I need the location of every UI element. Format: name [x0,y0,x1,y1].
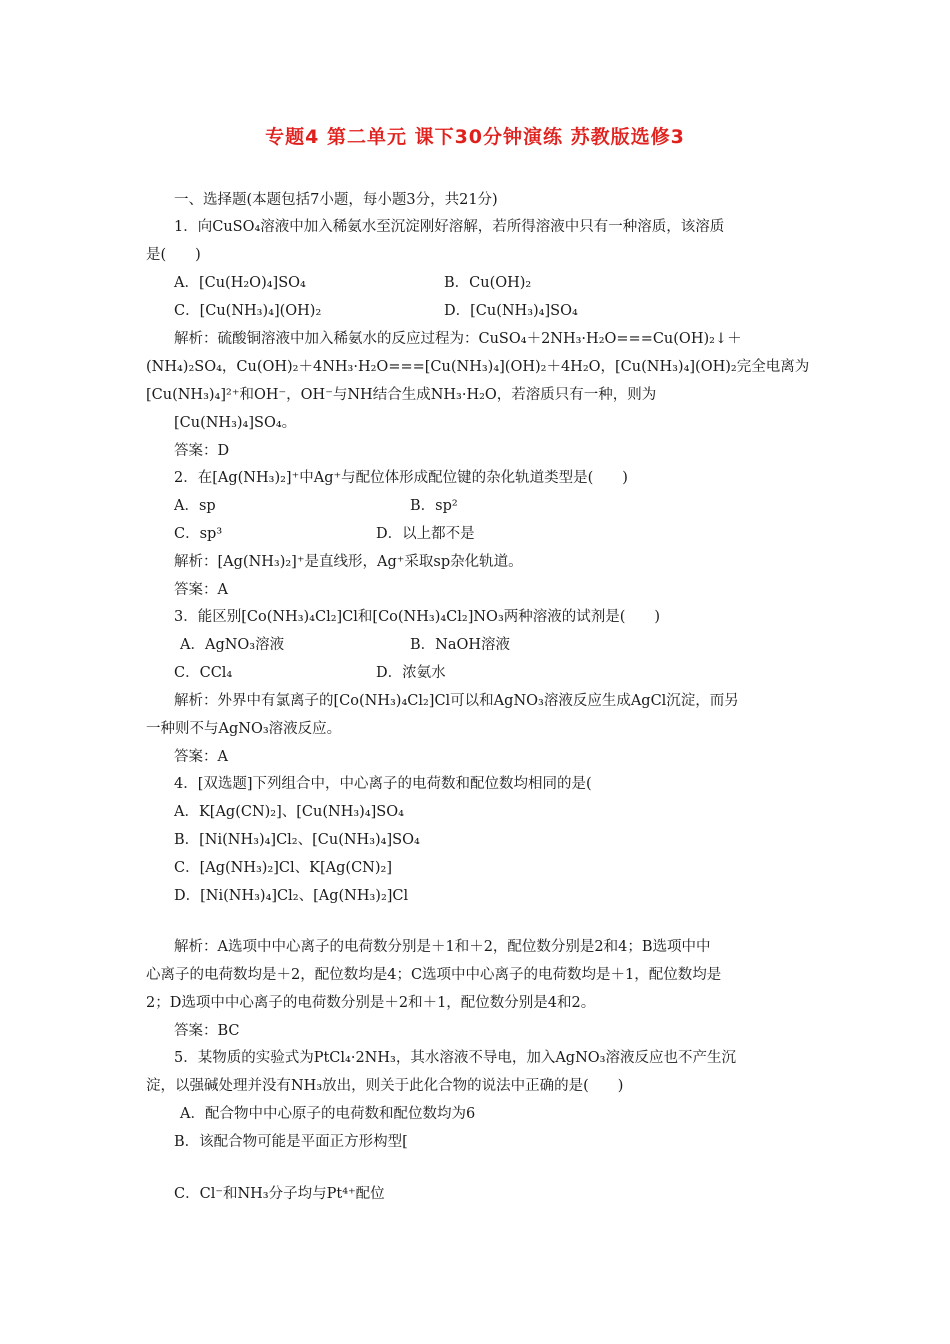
q2-option-a: A．sp [174,498,216,514]
q5-stem-line2: 淀，以强碱处理并没有NH₃放出，则关于此化合物的说法中正确的是( ) [146,1078,624,1094]
q1-option-a: A．[Cu(H₂O)₄]SO₄ [174,275,306,291]
q3-analysis-line1: 解析：外界中有氯离子的[Co(NH₃)₄Cl₂]Cl可以和AgNO₃溶液反应生成AgCl沉淀，而另 [174,693,739,709]
q3-stem: 3．能区别[Co(NH₃)₄Cl₂]Cl和[Co(NH₃)₄Cl₂]NO₃两种溶液的试剂是( ) [174,609,661,625]
page-title: 专题4 第二单元 课下30分钟演练 苏教版选修3 [265,126,685,148]
q3-analysis-line2: 一种则不与AgNO₃溶液反应。 [146,721,342,737]
q5-option-b: B．该配合物可能是平面正方形构型[ [174,1134,408,1150]
q1-answer: 答案：D [174,443,230,459]
q4-analysis-line3: 2；D选项中中心离子的电荷数分别是＋2和＋1，配位数分别是4和2。 [146,995,596,1011]
q4-option-c: C．[Ag(NH₃)₂]Cl、K[Ag(CN)₂] [174,860,392,876]
q1-analysis-line3: [Cu(NH₃)₄]²⁺和OH⁻，OH⁻与NH结合生成NH₃·H₂O，若溶质只有一种，则为 [146,387,657,403]
q4-analysis-line2: 心离子的电荷数均是＋2，配位数均是4；C选项中中心离子的电荷数均是＋1，配位数均是 [146,967,722,983]
q2-option-c: C．sp³ [174,526,223,542]
q4-option-d: D．[Ni(NH₃)₄]Cl₂、[Ag(NH₃)₂]Cl [174,888,409,904]
q1-analysis-line1: 解析：硫酸铜溶液中加入稀氨水的反应过程为：CuSO₄＋2NH₃·H₂O===Cu(OH)₂↓＋ [174,331,742,347]
q1-option-c: C．[Cu(NH₃)₄](OH)₂ [174,303,322,319]
q4-option-a: A．K[Ag(CN)₂]、[Cu(NH₃)₄]SO₄ [174,804,404,820]
q5-stem-line1: 5．某物质的实验式为PtCl₄·2NH₃，其水溶液不导电，加入AgNO₃溶液反应也不产生沉 [174,1050,736,1066]
q2-stem: 2．在[Ag(NH₃)₂]⁺中Ag⁺与配位体形成配位键的杂化轨道类型是( ) [174,470,628,486]
q1-option-d: D．[Cu(NH₃)₄]SO₄ [444,303,578,319]
q2-option-b: B．sp² [410,498,458,514]
q3-option-d: D．浓氨水 [376,665,446,681]
q2-analysis: 解析：[Ag(NH₃)₂]⁺是直线形，Ag⁺采取sp杂化轨道。 [174,554,523,570]
q1-stem-line1: 1．向CuSO₄溶液中加入稀氨水至沉淀刚好溶解，若所得溶液中只有一种溶质，该溶质 [174,219,725,235]
q1-analysis-line2: (NH₄)₂SO₄，Cu(OH)₂＋4NH₃·H₂O===[Cu(NH₃)₄](OH)₂＋4H₂O，[Cu(NH₃)₄](OH)₂完全电离为 [146,359,810,375]
q2-answer: 答案：A [174,582,228,598]
q4-analysis-line1: 解析：A选项中中心离子的电荷数分别是＋1和＋2，配位数分别是2和4；B选项中中 [174,939,711,955]
q3-option-b: B．NaOH溶液 [410,637,511,653]
q2-option-d: D．以上都不是 [376,526,475,542]
section-header: 一、选择题(本题包括7小题，每小题3分，共21分) [174,192,498,208]
q3-answer: 答案：A [174,749,228,765]
q5-option-a: A．配合物中中心原子的电荷数和配位数均为6 [180,1106,476,1122]
q1-option-b: B．Cu(OH)₂ [444,275,532,291]
q4-answer: 答案：BC [174,1023,240,1039]
q1-stem-line2: 是( ) [146,247,201,263]
q4-stem: 4．[双选题]下列组合中，中心离子的电荷数和配位数均相同的是( [174,776,592,792]
q1-analysis-line4: [Cu(NH₃)₄]SO₄。 [174,415,297,431]
q3-option-a: A．AgNO₃溶液 [180,637,285,653]
q3-option-c: C．CCl₄ [174,665,233,681]
q5-option-c: C．Cl⁻和NH₃分子均与Pt⁴⁺配位 [174,1186,385,1202]
q4-option-b: B．[Ni(NH₃)₄]Cl₂、[Cu(NH₃)₄]SO₄ [174,832,420,848]
